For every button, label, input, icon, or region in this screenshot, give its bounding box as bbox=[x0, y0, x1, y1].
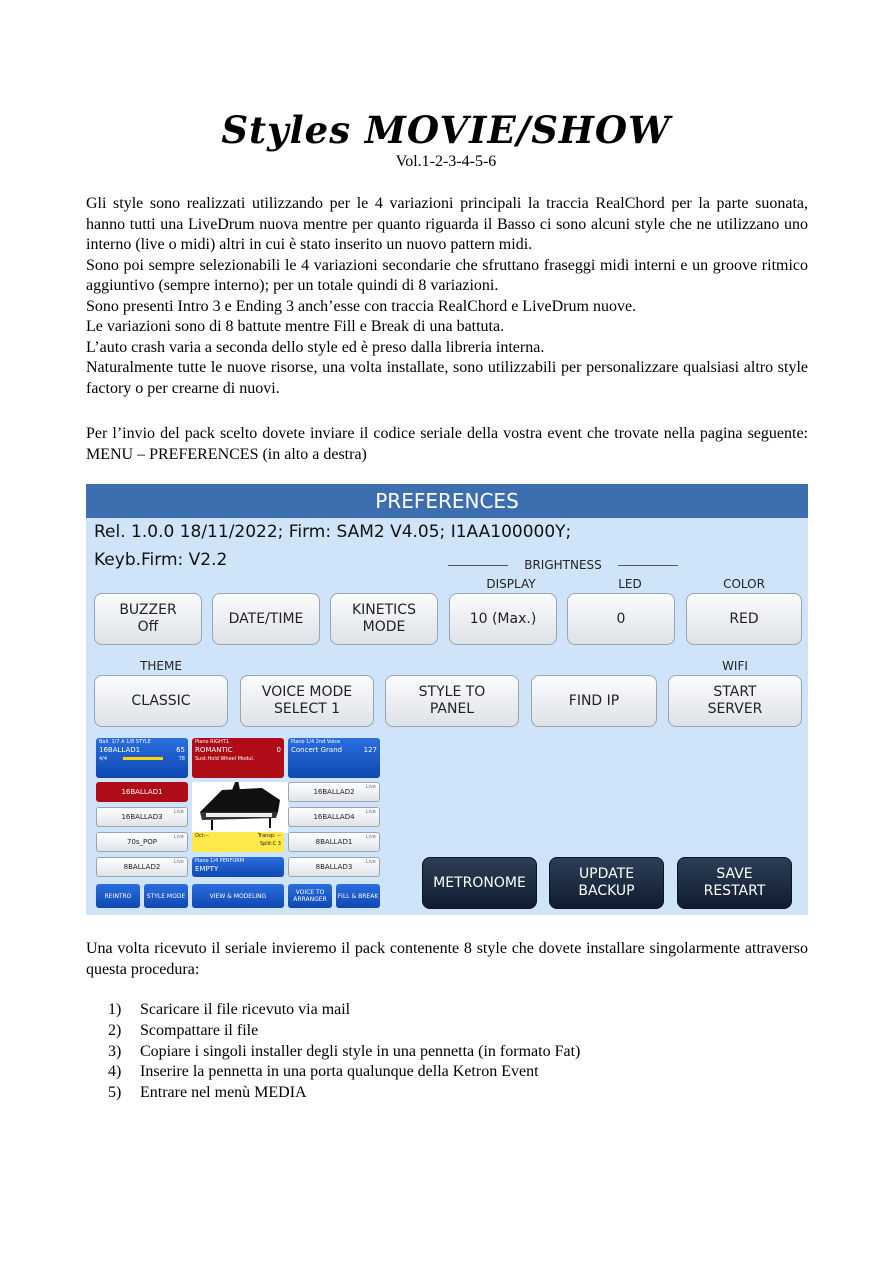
screen-title: PREFERENCES bbox=[86, 484, 808, 518]
led-brightness-button[interactable] bbox=[567, 593, 675, 645]
keyboard-firmware: Keyb.Firm: V2.2 bbox=[94, 550, 228, 570]
display-brightness-button[interactable] bbox=[449, 593, 557, 645]
variation-button[interactable] bbox=[288, 807, 380, 827]
voice-mode-button[interactable] bbox=[240, 675, 374, 727]
live-tag: Live bbox=[365, 784, 376, 790]
intro-paragraph: Sono poi sempre selezionabili le 4 variazioni secondarie che sfruttano fraseggi midi interni e un groove ritmico aggiuntivo (sempre interno); per un totale quindi di 8 variazioni. bbox=[86, 256, 808, 294]
variation-button[interactable] bbox=[288, 857, 380, 877]
reintro-button[interactable]: REINTRO bbox=[96, 884, 140, 908]
variation-button[interactable] bbox=[288, 782, 380, 802]
intro-paragraph: Le variazioni sono di 8 battute mentre Fill e Break di una battuta. bbox=[86, 318, 505, 335]
variation-button[interactable] bbox=[96, 832, 188, 852]
step-number: 2) bbox=[108, 1021, 122, 1039]
page-title: Styles MOVIE/SHOW bbox=[221, 108, 671, 152]
button-label: START bbox=[713, 684, 757, 700]
voice-to-arranger-button[interactable]: VOICE TO ARRANGER bbox=[288, 884, 332, 908]
display-label: DISPLAY bbox=[486, 577, 536, 591]
brightness-label: BRIGHTNESS bbox=[448, 558, 678, 572]
variation-label: 16BALLAD4 bbox=[313, 813, 355, 821]
second-voice-name: Concert Grand bbox=[291, 746, 343, 754]
theme-label: THEME bbox=[140, 659, 182, 673]
style-to-panel-button[interactable] bbox=[385, 675, 519, 727]
transpose-value: Transp: -- bbox=[257, 833, 281, 839]
variation-label: 16BALLAD3 bbox=[121, 813, 163, 821]
button-label: DATE/TIME bbox=[228, 610, 304, 627]
button-label: UPDATE bbox=[578, 866, 635, 882]
step-text: Copiare i singoli installer degli style in una pennetta (in formato Fat) bbox=[140, 1042, 581, 1060]
octave-transpose-panel[interactable] bbox=[192, 832, 284, 852]
start-server-button[interactable] bbox=[668, 675, 802, 727]
button-label-2: BACKUP bbox=[578, 883, 635, 899]
live-tag: Live bbox=[365, 859, 376, 865]
save-restart-button[interactable] bbox=[677, 857, 792, 909]
second-voice-header: Piano 1/4 2nd Voice bbox=[291, 739, 341, 745]
live-tag: Live bbox=[173, 834, 184, 840]
perform-panel[interactable] bbox=[192, 857, 284, 877]
step-number: 1) bbox=[108, 1001, 122, 1018]
grand-piano-icon bbox=[192, 782, 288, 833]
button-value: 10 (Max.) bbox=[469, 610, 537, 627]
find-ip-button[interactable] bbox=[531, 675, 657, 727]
voice-footer: Sust.Hold Wheel Modul. bbox=[195, 756, 255, 762]
second-voice-panel[interactable] bbox=[288, 738, 380, 778]
button-label: BUZZER bbox=[119, 602, 177, 618]
button-label: STYLE TO bbox=[418, 684, 486, 700]
button-label: KINETICS bbox=[352, 602, 416, 618]
list-item bbox=[108, 1062, 580, 1083]
instruction-text bbox=[86, 424, 808, 465]
button-value: CLASSIC bbox=[131, 692, 191, 709]
meter: 4/4 bbox=[99, 756, 108, 762]
color-button[interactable] bbox=[686, 593, 802, 645]
intro-paragraph: Naturalmente tutte le nuove risorse, una volta installate, sono utilizzabili per personalizzare qualsiasi altro style factory o per crearne di nuovi. bbox=[86, 359, 808, 397]
step-text: Scaricare il file ricevuto via mail bbox=[140, 1001, 351, 1018]
style-mode-button[interactable]: STYLE MODE bbox=[144, 884, 188, 908]
button-label: VOICE MODE bbox=[261, 684, 353, 700]
perform-header: Piano 1/4 PERFORM bbox=[195, 858, 245, 864]
fill-break-button[interactable]: FILL & BREAK bbox=[336, 884, 380, 908]
variation-button[interactable] bbox=[96, 857, 188, 877]
button-label-2: RESTART bbox=[703, 883, 766, 899]
style-name: 16BALLAD1 bbox=[99, 746, 141, 754]
wifi-label: WIFI bbox=[722, 659, 748, 673]
button-label: METRONOME bbox=[433, 874, 526, 891]
page-subtitle: Vol.1-2-3-4-5-6 bbox=[395, 153, 497, 170]
list-item bbox=[108, 1083, 580, 1104]
intro-paragraph: L’auto crash varia a seconda dello style ed è preso dalla libreria interna. bbox=[86, 338, 545, 356]
step-text: Entrare nel menù MEDIA bbox=[140, 1084, 307, 1102]
procedure-list bbox=[108, 1000, 580, 1104]
after-text bbox=[86, 939, 808, 980]
theme-button[interactable] bbox=[94, 675, 228, 727]
variation-label: 8BALLAD1 bbox=[315, 838, 353, 846]
voice-name: ROMANTIC bbox=[195, 746, 233, 754]
style-number: 65 bbox=[176, 746, 185, 754]
button-label-2: PANEL bbox=[429, 701, 475, 717]
button-label-2: MODE bbox=[362, 619, 406, 635]
voice-panel[interactable] bbox=[192, 738, 284, 778]
voice-header: Piano RIGHT1 bbox=[195, 739, 229, 745]
date-time-button[interactable] bbox=[212, 593, 320, 645]
step-text: Inserire la pennetta in una porta qualunque della Ketron Event bbox=[140, 1063, 539, 1081]
button-value: Off bbox=[137, 619, 159, 635]
button-value: 0 bbox=[616, 610, 626, 627]
tempo: 78 bbox=[178, 756, 185, 762]
variation-label: 8BALLAD3 bbox=[315, 863, 353, 871]
variation-label: 8BALLAD2 bbox=[123, 863, 161, 871]
style-panel[interactable] bbox=[96, 738, 188, 778]
voice-number: 0 bbox=[276, 746, 281, 754]
variation-label: 16BALLAD2 bbox=[313, 788, 355, 796]
step-number: 3) bbox=[108, 1042, 122, 1060]
variation-button[interactable] bbox=[96, 807, 188, 827]
after-paragraph: Una volta ricevuto il seriale invieremo il pack contenente 8 style che dovete installare singolarmente attraverso questa procedura: bbox=[86, 940, 808, 978]
step-number: 5) bbox=[108, 1084, 122, 1102]
piano-image bbox=[192, 782, 288, 833]
live-tag: Live bbox=[173, 859, 184, 865]
button-label-2: SERVER bbox=[707, 701, 763, 717]
list-item bbox=[108, 1042, 580, 1063]
list-item bbox=[108, 1000, 580, 1021]
mini-main-screen bbox=[94, 738, 384, 910]
intro-paragraph: Gli style sono realizzati utilizzando per le 4 variazioni principali la traccia RealChord per la parte suonata, hanno tutti una LiveDrum nuova mentre per quanto riguarda il Basso ci sono alcuni style che ne utilizzano uno interno (live o midi) altri in cui è stato inserito un nuovo pattern midi. bbox=[86, 195, 808, 253]
second-voice-number: 127 bbox=[363, 746, 377, 754]
color-label: COLOR bbox=[723, 577, 765, 591]
variation-button[interactable] bbox=[288, 832, 380, 852]
button-label: SAVE bbox=[716, 866, 753, 882]
instruction-paragraph: Per l’invio del pack scelto dovete inviare il codice seriale della vostra event che trovate nella pagina seguente: MENU – PREFERENCES (in alto a destra) bbox=[86, 425, 808, 463]
perform-name: EMPTY bbox=[195, 865, 219, 873]
style-header: Ball. 1/7 A 1/8 STYLE bbox=[99, 739, 151, 745]
list-item bbox=[108, 1021, 580, 1042]
live-tag: Live bbox=[365, 809, 376, 815]
metronome-button[interactable] bbox=[422, 857, 537, 909]
intro-paragraph: Sono presenti Intro 3 e Ending 3 anch’esse con traccia RealChord e LiveDrum nuove. bbox=[86, 297, 637, 315]
buzzer-button[interactable] bbox=[94, 593, 202, 645]
update-backup-button[interactable] bbox=[549, 857, 664, 909]
variation-button[interactable]: 16BALLAD1 bbox=[96, 782, 188, 802]
intro-text bbox=[86, 194, 808, 399]
live-tag: Live bbox=[173, 809, 184, 815]
step-text: Scompattare il file bbox=[140, 1021, 259, 1039]
split-value: Split:C 3 bbox=[259, 841, 281, 847]
step-number: 4) bbox=[108, 1063, 122, 1081]
octave-value: Oct:-- bbox=[195, 833, 209, 839]
release-info: Rel. 1.0.0 18/11/2022; Firm: SAM2 V4.05; I1AA100000Y; bbox=[94, 522, 572, 542]
variation-label: 70s_POP bbox=[126, 838, 157, 846]
view-modeling-button[interactable]: VIEW & MODELING bbox=[192, 884, 284, 908]
button-label: FIND IP bbox=[568, 692, 620, 709]
preferences-screenshot bbox=[86, 484, 808, 915]
beat-indicator bbox=[123, 757, 163, 760]
button-value: RED bbox=[729, 610, 759, 627]
button-label-2: SELECT 1 bbox=[273, 701, 341, 717]
live-tag: Live bbox=[365, 834, 376, 840]
led-label: LED bbox=[618, 577, 642, 591]
kinetics-mode-button[interactable] bbox=[330, 593, 438, 645]
